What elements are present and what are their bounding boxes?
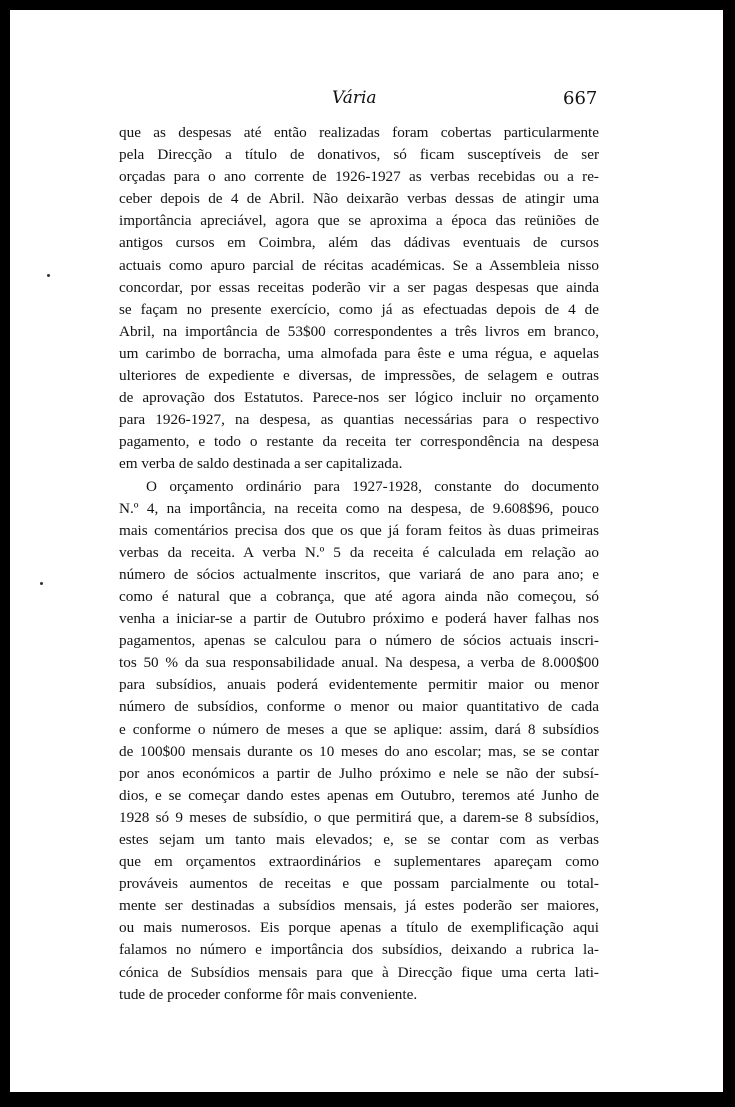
text-line: um carimbo de borracha, uma almofada para êste e uma régua, e aquelas [119, 344, 599, 362]
book-page [10, 10, 723, 1092]
text-line: ulteriores de expediente e diversas, de impressões, de selagem e outras [119, 367, 599, 385]
text-line: N.º 4, na importância, na receita como na despesa, de 9.608$96, pouco [119, 499, 599, 517]
text-line: cónica de Subsídios mensais para que à Direcção fique uma certa lati- [119, 963, 599, 981]
running-title: Vária [332, 88, 377, 108]
print-speck [40, 582, 43, 585]
text-line: verbas da receita. A verba N.º 5 da receita é calculada em relação ao [119, 543, 599, 561]
text-line: antigos cursos em Coimbra, além das dádivas eventuais de cursos [119, 234, 599, 252]
text-line: em verba de saldo destinada a ser capitalizada. [119, 455, 403, 473]
text-line: por anos económicos a partir de Julho próximo e nele se não der subsí- [119, 764, 599, 782]
text-line: pela Direcção a título de donativos, só ficam susceptíveis de ser [119, 146, 599, 164]
text-line: orçadas para o ano corrente de 1926-1927 as verbas recebidas ou a re- [119, 168, 599, 186]
text-line: pagamento, e todo o restante da receita ter correspondência na despesa [119, 433, 599, 451]
text-line: número de sócios actualmente inscritos, que variará de ano para ano; e [119, 565, 599, 583]
text-line: como é natural que a cobrança, que até agora ainda não começou, só [119, 587, 599, 605]
text-line: concordar, por essas receitas poderão vir a ser pagas despesas que ainda [119, 278, 599, 296]
text-line: se façam no presente exercício, como já as efectuadas depois de 4 de [119, 300, 599, 318]
text-line: ou mais numerosos. Eis porque apenas a título de exemplificação aqui [119, 919, 599, 937]
text-line: de 100$00 mensais durante os 10 meses do ano escolar; mas, se se contar [119, 742, 599, 760]
text-line: tos 50 % da sua responsabilidade anual. Na despesa, a verba de 8.000$00 [119, 654, 599, 672]
text-line: que as despesas até então realizadas foram cobertas particularmente [119, 124, 599, 141]
text-line: que em orçamentos extraordinários e suplementares apareçam como [119, 853, 599, 871]
text-line: estes sejam um tanto mais elevados; e, se se contar com as verbas [119, 831, 599, 848]
text-line: prováveis aumentos de receitas e que possam parcialmente ou total- [119, 875, 599, 893]
paragraph-1 [119, 122, 599, 476]
page-header [10, 80, 723, 110]
text-line: venha a iniciar-se a partir de Outubro próximo e poderá haver falhas nos [119, 610, 599, 628]
text-line: tude de proceder conforme fôr mais conveniente. [119, 985, 418, 1003]
text-line: de aprovação dos Estatutos. Parece-nos ser lógico incluir no orçamento [119, 389, 599, 407]
paragraph-2 [119, 476, 599, 1006]
text-line: dios, e se começar dando estes apenas em Outubro, teremos até Junho de [119, 786, 599, 804]
print-speck [47, 274, 50, 277]
text-line: O orçamento ordinário para 1927-1928, constante do documento [146, 477, 599, 495]
text-line: número de subsídios, conforme o menor ou maior quantitativo de cada [119, 698, 599, 716]
text-line: para 1926-1927, na despesa, as quantias necessárias para o respectivo [119, 411, 599, 429]
body-text [119, 122, 599, 1006]
text-line: ceber depois de 4 de Abril. Não deixarão verbas dessas de atingir uma [119, 190, 599, 208]
text-line: para subsídios, anuais poderá evidentemente permitir maior ou menor [119, 676, 599, 694]
text-line: pagamentos, apenas se calculou para o número de sócios actuais inscri- [119, 632, 599, 650]
page-number: 667 [563, 88, 598, 109]
text-line: mais comentários precisa dos que os que já foram feitos às duas primeiras [119, 521, 599, 539]
text-line: importância apreciável, agora que se aproxima a época das reüniões de [119, 212, 599, 230]
text-line: falamos no número e importância dos subsídios, deixando a rubrica la- [119, 941, 599, 959]
text-line: mente ser destinadas a subsídios mensais, já estes poderão ser maiores, [119, 897, 599, 915]
text-line: 1928 só 9 meses de subsídio, o que permitirá que, a darem-se 8 subsídios, [119, 808, 599, 826]
text-line: Abril, na importância de 53$00 correspondentes a três livros em branco, [119, 322, 599, 340]
text-line: actuais como apuro parcial de récitas académicas. Se a Assembleia nisso [119, 256, 599, 274]
text-line: e conforme o número de meses a que se aplique: assim, dará 8 subsídios [119, 720, 599, 738]
